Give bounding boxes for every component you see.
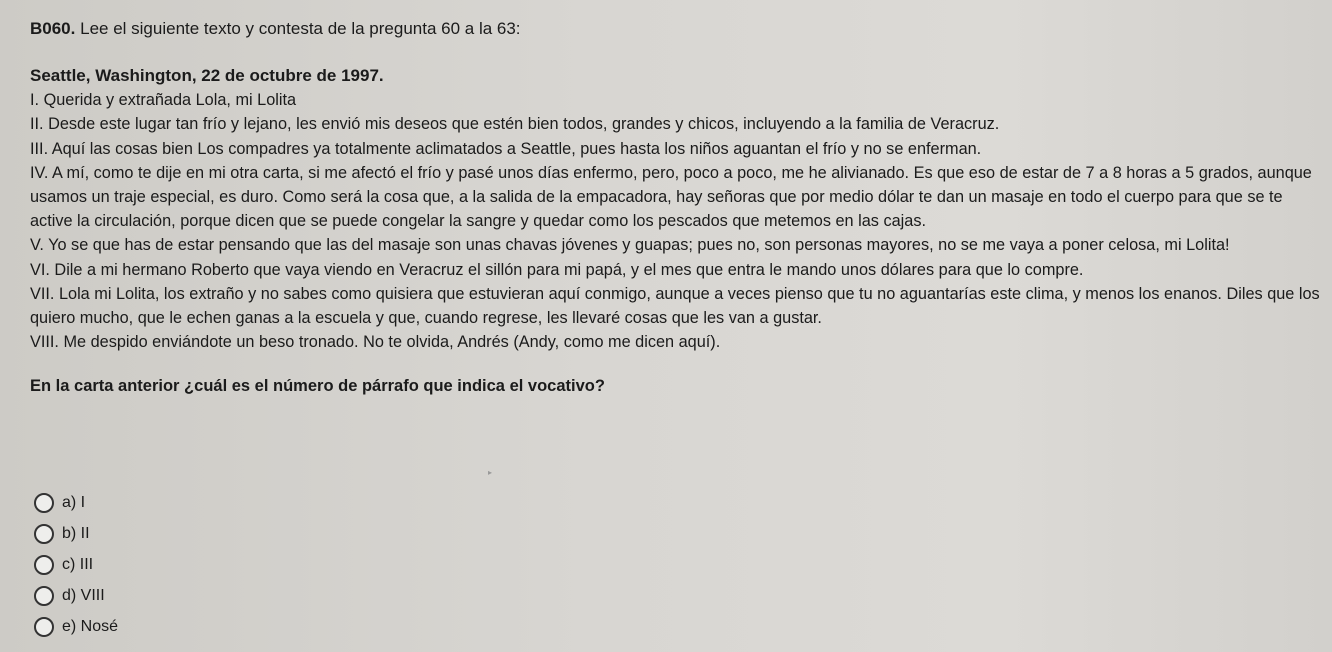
paragraph-7: VII. Lola mi Lolita, los extraño y no sabes como quisiera que estuvieran aquí conmigo, aunque a veces pienso que tu no aguantarías este clima, y menos los enanos. Diles que los quiero mucho, que le echen ganas a la escuela y que, cuando regrese, les llevaré cosas que les van a gustar. [30, 284, 1320, 328]
question-header [30, 18, 1320, 40]
option-b[interactable] [34, 518, 118, 549]
paragraph-2: II. Desde este lugar tan frío y lejano, les envió mis deseos que estén bien todos, grandes y chicos, incluyendo a la familia de Veracruz. [30, 115, 1000, 134]
radio-button[interactable] [34, 524, 54, 544]
paragraph-1: I. Querida y extrañada Lola, mi Lolita [30, 91, 297, 110]
paragraph-8: VIII. Me despido enviándote un beso tronado. No te olvida, Andrés (Andy, como me dicen aquí). [30, 333, 721, 352]
letter-text [30, 64, 1320, 354]
question-sheet [30, 18, 1320, 397]
radio-button[interactable] [34, 493, 54, 513]
option-label: e) Nosé [62, 617, 119, 635]
option-label: d) VIII [62, 586, 105, 604]
option-e[interactable] [34, 611, 118, 642]
paragraph-6: VI. Dile a mi hermano Roberto que vaya viendo en Veracruz el sillón para mi papá, y el mes que entra le mando unos dólares para que lo compre. [30, 260, 1084, 279]
letter-date: Seattle, Washington, 22 de octubre de 1997. [30, 66, 384, 85]
paragraph-4: IV. A mí, como te dije en mi otra carta, si me afectó el frío y pasé unos días enfermo, pero, poco a poco, me he alivianado. Es que eso de estar de 7 a 8 horas a 5 grados, aunque usamos un traje especial, es duro. Como será la cosa que, a la salida de la empacadora, hay señoras que por medio dólar te dan un masaje en todo el cuerpo para que se te active la circulación, porque dicen que se puede congelar la sangre y quedar como los pescados que metemos en las cajas. [30, 163, 1312, 231]
paragraph-3: III. Aquí las cosas bien Los compadres ya totalmente aclimatados a Seattle, pues hasta los niños aguantan el frío y no se enferman. [30, 139, 982, 158]
mouse-cursor-icon: ▸ [488, 468, 493, 477]
question-code: B060. [30, 19, 76, 38]
option-label: c) III [62, 555, 94, 573]
radio-button[interactable] [34, 555, 54, 575]
radio-button[interactable] [34, 586, 54, 606]
option-label: b) II [62, 524, 90, 542]
answer-options [34, 487, 118, 642]
option-d[interactable] [34, 580, 118, 611]
question-prompt: En la carta anterior ¿cuál es el número de párrafo que indica el vocativo? [30, 377, 605, 396]
radio-button[interactable] [34, 617, 54, 637]
paragraph-5: V. Yo se que has de estar pensando que las del masaje son unas chavas jóvenes y guapas; pues no, son personas mayores, no se me vaya a poner celosa, mi Lolita! [30, 236, 1230, 255]
question-instruction: Lee el siguiente texto y contesta de la pregunta 60 a la 63: [80, 19, 521, 38]
option-c[interactable] [34, 549, 118, 580]
option-a[interactable] [34, 487, 118, 518]
option-label: a) I [62, 493, 86, 511]
